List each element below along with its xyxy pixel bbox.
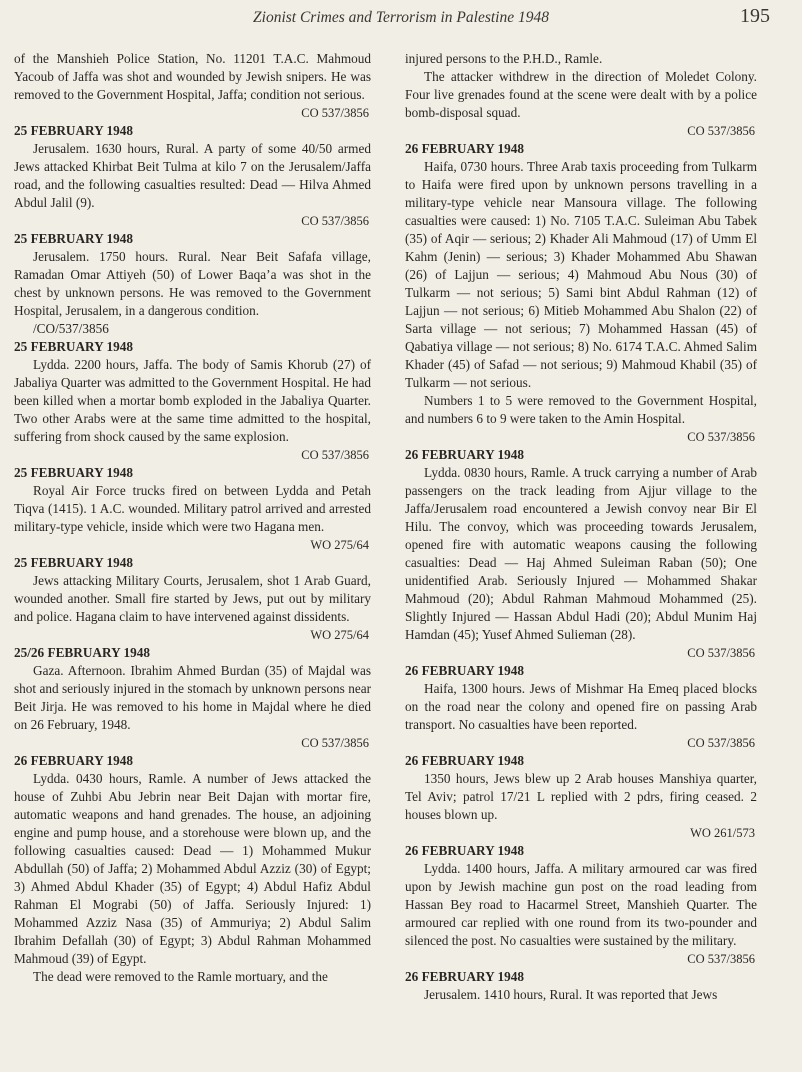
left-column bbox=[14, 50, 371, 986]
entry-paragraph: Haifa, 1300 hours. Jews of Mishmar Ha Emeq placed blocks on the road near the colony and opened fire on passing Arab transport. No casualties have been reported. bbox=[405, 681, 757, 732]
source-ref: CO 537/3856 bbox=[687, 430, 755, 444]
incident-entry bbox=[14, 338, 371, 464]
entry-date: 25 FEBRUARY 1948 bbox=[14, 339, 134, 354]
incident-entry bbox=[14, 752, 371, 986]
source-ref: WO 275/64 bbox=[310, 628, 369, 642]
continued-paragraph: The attacker withdrew in the direction of Moledet Colony. Four live grenades found at the scene were dealt with by a police bomb-disposal squad. bbox=[405, 69, 757, 120]
continued-paragraph: of the Manshieh Police Station, No. 11201 T.A.C. Mahmoud Yacoub of Jaffa was shot and wounded by Jewish snipers. He was removed to the Government Hospital, Jaffa; condition not serious. bbox=[14, 51, 371, 102]
entry-paragraph: Numbers 1 to 5 were removed to the Government Hospital, and numbers 6 to 9 were taken to the Amin Hospital. bbox=[405, 393, 757, 426]
source-ref: CO 537/3856 bbox=[687, 124, 755, 138]
page-header bbox=[0, 5, 802, 31]
entry-date: 25 FEBRUARY 1948 bbox=[14, 123, 134, 138]
entry-date: 25 FEBRUARY 1948 bbox=[14, 465, 134, 480]
entry-paragraph: Haifa, 0730 hours. Three Arab taxis proceeding from Tulkarm to Haifa were fired upon by unknown persons travelling in a military-type vehicle near Mansoura village. The following casualties were caused: 1) No. 7105 T.A.C. Suleiman Abu Tabek (35) of Aqir — serious; 2) Khader Ali Mahmoud (17) of Umm El Kahm (Jenin) — serious; 3) Khader Mohammed Abu Shawan (26) of Lajjun — serious; 4) Mahmoud Abu Nous (30) of Tulkarm — not serious; 5) Sami bint Abdul Rahman (12) of Lajjun — not serious; 6) Mitieb Mohammed Abu Shalon (22) of Sarta village — not serious; 7) Mohammed Hassan (45) of Qabatiya village — not serious; 8) No. 6174 T.A.C. Ahmed Salim Khader (45) of Safad — not serious; 9) Mahmoud Khabil (35) of Tulkarm — not serious. bbox=[405, 159, 757, 390]
entry-date: 26 FEBRUARY 1948 bbox=[405, 843, 525, 858]
entry-date: 25 FEBRUARY 1948 bbox=[14, 231, 134, 246]
source-ref: CO 537/3856 bbox=[687, 736, 755, 750]
incident-entry bbox=[405, 662, 757, 752]
entry-date: 25/26 FEBRUARY 1948 bbox=[14, 645, 150, 660]
entry-date: 26 FEBRUARY 1948 bbox=[405, 663, 525, 678]
entry-date: 26 FEBRUARY 1948 bbox=[405, 753, 525, 768]
entry-paragraph: Lydda. 0830 hours, Ramle. A truck carrying a number of Arab passengers on the track leading from Ajjur village to the Jaffa/Jerusalem road encountered a Jewish convoy near Bir El Hilu. The convoy, which was proceeding towards Jerusalem, opened fire with automatic weapons causing the following casualties: Dead — Haj Ahmed Suleiman Raban (50); One unidentified Arab. Seriously Injured — Mohammed Shakar Mahmoud (20); Abdul Rahman Mahmoud Mohammed (25). Slightly Injured — Hassan Abdul Hadi (20); Abdul Munim Haj Hamdan (45); Yusef Ahmed Sulieman (28). bbox=[405, 465, 757, 642]
incident-entry bbox=[14, 554, 371, 644]
source-ref: CO 537/3856 bbox=[301, 106, 369, 120]
right-column bbox=[405, 50, 757, 1004]
page-number: 195 bbox=[740, 5, 770, 27]
entry-paragraph: Lydda. 0430 hours, Ramle. A number of Jews attacked the house of Zuhbi Abu Jebrin near Beit Dajan with mortar fire, automatic weapons and hand grenades. The house, an adjoining engine and pump house, and a storehouse were blown up, and the following casualties caused: Dead — 1) Mohammed Mukur Abdullah (50) of Jaffa; 2) Mohammed Abdul Azziz (30) of Egypt; 3) Ahmed Abdul Khader (35) of Egypt; 4) Abdul Hafiz Abdul Rahman El Mograbi (50) of Jaffa. Seriously Injured: 1) Mohammed Azziz Nasa (35) of Ammuriya; 2) Abdul Salim Ibrahim Defallah (30) of Egypt; 3) Abdul Rahman Mohammed Mahmoud (39) of Egypt. bbox=[14, 771, 371, 966]
entry-date: 25 FEBRUARY 1948 bbox=[14, 555, 134, 570]
entry-date: 26 FEBRUARY 1948 bbox=[405, 969, 525, 984]
incident-entry bbox=[405, 968, 757, 1004]
entries bbox=[405, 140, 757, 1004]
incident-entry bbox=[405, 842, 757, 968]
incident-entry bbox=[405, 446, 757, 662]
entries bbox=[14, 122, 371, 986]
entry-date: 26 FEBRUARY 1948 bbox=[14, 753, 134, 768]
source-ref: CO 537/3856 bbox=[687, 952, 755, 966]
incident-entry bbox=[14, 464, 371, 554]
entry-paragraph: Royal Air Force trucks fired on between Lydda and Petah Tiqva (1415). 1 A.C. wounded. Military patrol arrived and arrested military-type vehicle, inside which were two Hagana men. bbox=[14, 483, 371, 534]
entry-paragraph: Jerusalem. 1750 hours. Rural. Near Beit Safafa village, Ramadan Omar Attiyeh (50) of Lower Baqa’a was shot in the chest by unknown persons. He was removed to the Government Hospital, Jerusalem, in a dangerous condition. bbox=[14, 249, 371, 318]
incident-entry bbox=[14, 230, 371, 338]
source-ref: WO 275/64 bbox=[310, 538, 369, 552]
entry-paragraph: /CO/537/3856 bbox=[33, 321, 109, 336]
entry-paragraph: The dead were removed to the Ramle mortuary, and the bbox=[33, 969, 328, 984]
entry-paragraph: 1350 hours, Jews blew up 2 Arab houses Manshiya quarter, Tel Aviv; patrol 17/21 L replied with 2 pdrs, firing ceased. 2 houses blown up. bbox=[405, 771, 757, 822]
incident-entry bbox=[405, 752, 757, 842]
entry-paragraph: Lydda. 1400 hours, Jaffa. A military armoured car was fired upon by Jewish machine gun post on the road leading from Hassan Bey road to Hacarmel Street, Manshieh Quarter. The armoured car replied with one round from its two-pounder and silenced the post. No casualties were sustained by the military. bbox=[405, 861, 757, 948]
incident-entry bbox=[14, 644, 371, 752]
source-ref: CO 537/3856 bbox=[301, 736, 369, 750]
source-ref: CO 537/3856 bbox=[301, 214, 369, 228]
entry-paragraph: Jerusalem. 1630 hours, Rural. A party of some 40/50 armed Jews attacked Khirbat Beit Tulma at kilo 7 on the Jerusalem/Jaffa road, and the following casualties resulted: Dead — Hilva Ahmed Abdul Jalil (9). bbox=[14, 141, 371, 210]
entry-date: 26 FEBRUARY 1948 bbox=[405, 141, 525, 156]
source-ref: WO 261/573 bbox=[690, 826, 755, 840]
running-title: Zionist Crimes and Terrorism in Palestine 1948 bbox=[253, 9, 549, 26]
entry-paragraph: Jews attacking Military Courts, Jerusalem, shot 1 Arab Guard, wounded another. Small fire started by Jews, put out by military and police. Hagana claim to have intervened against dissidents. bbox=[14, 573, 371, 624]
continued-paragraph: injured persons to the P.H.D., Ramle. bbox=[405, 51, 603, 66]
source-ref: CO 537/3856 bbox=[301, 448, 369, 462]
entry-paragraph: Jerusalem. 1410 hours, Rural. It was reported that Jews bbox=[424, 987, 718, 1002]
incident-entry bbox=[405, 140, 757, 446]
entry-paragraph: Lydda. 2200 hours, Jaffa. The body of Samis Khorub (27) of Jabaliya Quarter was admitted to the Government Hospital. He had been killed when a mortar bomb exploded in the Jabaliya Quarter. Two other Arabs were at the same time admitted to the hospital, suffering from shock caused by the same explosion. bbox=[14, 357, 371, 444]
incident-entry bbox=[14, 122, 371, 230]
source-ref: CO 537/3856 bbox=[687, 646, 755, 660]
entry-paragraph: Gaza. Afternoon. Ibrahim Ahmed Burdan (35) of Majdal was shot and seriously injured in the stomach by unknown persons near Beit Jirja. He was removed to his home in Majdal where he died on 26 February, 1948. bbox=[14, 663, 371, 732]
entry-date: 26 FEBRUARY 1948 bbox=[405, 447, 525, 462]
